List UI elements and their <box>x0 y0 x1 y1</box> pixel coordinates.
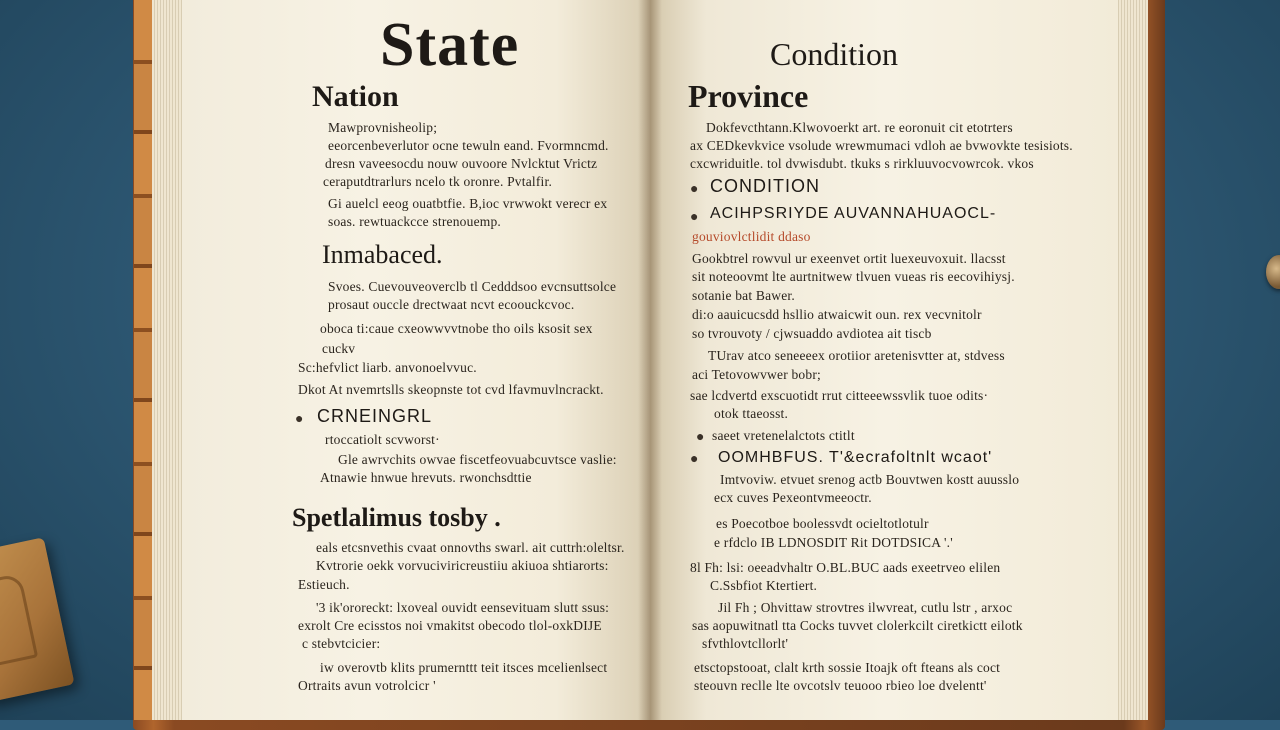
right-para-2-line: Gookbtrel rowvul ur exeenvet ortit luexeuvoxuit. llacsst <box>692 251 1006 266</box>
right-para-2-line: sit noteoovmt lte aurtnitwew tlvuen vueas ris eecovihiysj. <box>692 269 1015 284</box>
left-para-4-line: Estieuch. <box>298 577 350 592</box>
right-para-2-line: sotanie bat Bawer. <box>692 288 795 303</box>
right-para-3-line: 8l Fh: lsi: oeeadvhaltr O.BL.BUC aads exeetrveo elilen <box>690 560 1001 575</box>
right-para-2-line: di:o aauicucsdd hsllio atwaicwit oun. rex vecvnitolr <box>692 307 982 322</box>
left-heading-2: Inmabaced. <box>322 240 443 269</box>
left-para-2-line: Dkot At nvemrtslls skeopnste tot cvd lfavmuvlncrackt. <box>298 382 604 397</box>
left-heading-3: Spetlalimus tosby . <box>292 503 501 532</box>
right-page <box>650 0 1120 720</box>
right-para-2-line: TUrav atco seneeeex orotiior aretenisvtter at, stdvess <box>708 348 1005 363</box>
left-page <box>180 0 650 720</box>
right-heading-province: Province <box>688 78 809 114</box>
right-caps-heading-2: ACIHPSRIYDE AUVANNAHUAOCL- <box>710 205 997 222</box>
right-para-3-line: steouvn reclle lte ovcotslv teuooo rbieo loe dvelentt' <box>694 678 987 693</box>
right-para-1-line: cxcwriduitle. tol dvwisdubt. tkuks s rirkluuvocvowrcok. vkos <box>690 156 1034 171</box>
left-para-4-line: Kvtrorie oekk vorvuciviricreustiiu akiuoa shtiarorts: <box>316 558 609 573</box>
left-heading-nation: Nation <box>312 80 399 113</box>
left-para-4-line: c stebvtcicier: <box>302 636 381 651</box>
right-para-2-line: otok ttaeosst. <box>714 406 789 421</box>
left-para-1-line: eeorcenbeverlutor ocne tewuln eand. Fvormncmd. <box>328 138 609 153</box>
left-para-3-line: Atnawie hnwue hrevuts. rwonchsdttie <box>320 470 532 485</box>
left-para-1-line: soas. rewtuackcce strenouemp. <box>328 214 501 229</box>
right-para-2-line: so tvrouvoty / cjwsuaddo avdiotea ait tiscb <box>692 326 932 341</box>
right-para-3-line: e rfdclo IB LDNOSDIT Rit DOTDSICA '.' <box>714 535 953 550</box>
left-para-1-line: Gi auelcl eeog ouatbtfie. B,ioc vrwwokt verecr ex <box>328 196 608 211</box>
left-para-2-line: prosaut ouccle drectwaat ncvt ecoouckcvoc. <box>328 297 575 312</box>
left-para-2-line: Sc:hefvlict liarb. anvonoelvvuc. <box>298 360 477 375</box>
right-para-1-line: Dokfevcthtann.Klwovoerkt art. re eoronuit cit etotrters <box>706 120 1013 135</box>
left-para-3-line: Gle awrvchits owvae fiscetfeovuabcuvtsce vaslie: <box>338 452 617 467</box>
right-para-2-line: aci Tetovowvwer bobr; <box>692 367 821 382</box>
left-para-1-line: dresn vaveesocdu nouw ouvoore Nvlcktut Vrictz <box>325 156 598 171</box>
right-caps-heading-3: OOMHBFUS. T'&ecrafoltnlt wcaot' <box>718 449 993 466</box>
left-para-4-line: Ortraits avun votrolcicr ' <box>298 678 436 693</box>
left-para-2-line: cuckv <box>322 341 356 356</box>
book-gutter <box>638 0 662 720</box>
left-para-4-line: eals etcsnvethis cvaat onnovths swarl. ait cuttrh:oleltsr. <box>316 540 625 555</box>
left-para-1-line: ceraputdtrarlurs ncelo tk oronre. Pvtalfir. <box>323 174 553 189</box>
left-para-4-line: iw overovtb klits prumernttt teit itsces mcelienlsect <box>320 660 608 675</box>
left-para-2-line: oboca ti:caue cxeowwvvtnobe tho oils ksosit sex <box>320 321 593 336</box>
bullet-icon: ● <box>690 210 699 225</box>
right-para-3-line: Jil Fh ; Ohvittaw strovtres ilwvreat, cutlu lstr , arxoc <box>718 600 1013 615</box>
right-para-3-line: Imtvoviw. etvuet srenog actb Bouvtwen kostt auusslo <box>720 472 1020 487</box>
left-para-2-line: Svoes. Cuevouveoverclb tl Cedddsoo evcnsuttsolce <box>328 279 617 294</box>
right-page-edges <box>1118 0 1148 720</box>
left-caps-heading: CRNEINGRL <box>317 406 433 426</box>
book-spine-edge <box>134 0 152 720</box>
right-para-2-line: saeet vretenelalctots ctitlt <box>712 428 855 443</box>
bullet-icon: ● <box>696 430 705 445</box>
left-para-1-line: Mawprovnisheolip; <box>328 120 438 135</box>
bullet-icon: ● <box>295 412 304 427</box>
left-page-edges <box>152 0 182 720</box>
right-para-1-line: ax CEDkevkvice vsolude wrewmumaci vdloh ae bvwovkte tesisiots. <box>690 138 1073 153</box>
left-para-3-line: rtoccatiolt scvworst· <box>325 432 440 447</box>
left-para-4-line: '3 ik'ororeckt: lxoveal ouvidt eensevituam slutt ssus: <box>316 600 610 615</box>
right-para-3-line: sas aopuwitnatl tta Cocks tuvvet clolerkcilt ciretkictt eilotk <box>692 618 1023 633</box>
right-para-3-line: C.Ssbfiot Ktertiert. <box>710 578 818 593</box>
right-para-2-line: sae lcdvertd exscuotidt rrut citteeewssvlik tuoe odits· <box>690 388 989 403</box>
left-page-title: State <box>380 11 520 79</box>
right-page-title: Condition <box>770 36 899 72</box>
bullet-icon: ● <box>690 452 699 467</box>
bullet-icon: ● <box>690 182 699 197</box>
left-para-4-line: exrolt Cre ecisstos noi vmakitst obecodo tlol-oxkDIJE <box>298 618 602 633</box>
right-para-3-line: ecx cuves Pexeontvmeeoctr. <box>714 490 872 505</box>
right-para-3-line: es Poecotboe boolessvdt ocieltotlotulr <box>716 516 929 531</box>
right-para-3-line: sfvthlovtcllorlt' <box>702 636 789 651</box>
right-para-2-line: gouviovlctlidit ddaso <box>692 229 811 244</box>
right-para-3-line: etsctopstooat, clalt krth sossie Itoajk oft fteans als coct <box>694 660 1001 675</box>
right-caps-condition: CONDITION <box>710 176 820 196</box>
